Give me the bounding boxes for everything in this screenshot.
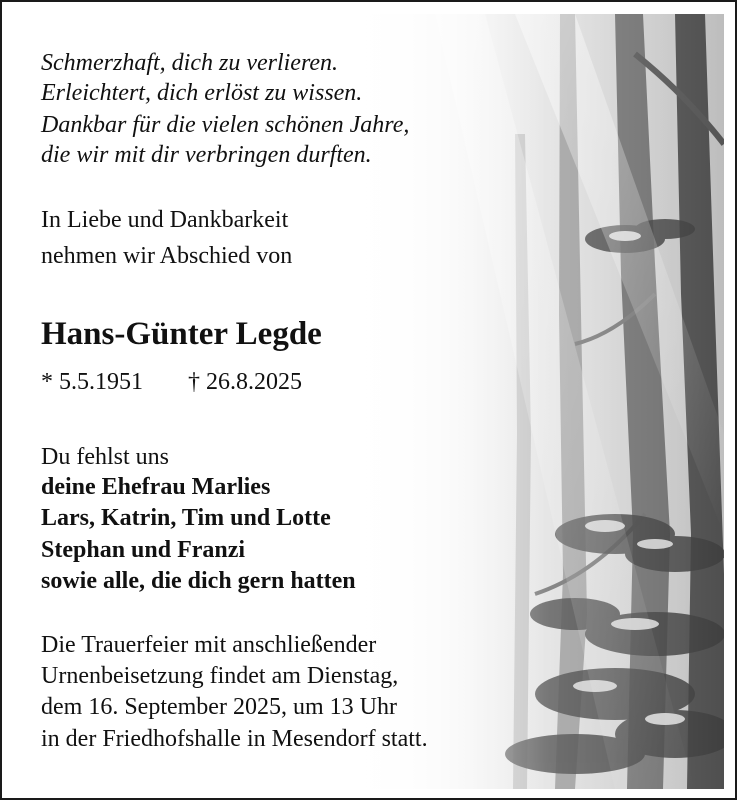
mourners-lead: Du fehlst uns [41,444,169,470]
obituary-content [15,14,724,789]
intro-line-1: In Liebe und Dankbarkeit [41,207,289,233]
ceremony-line-3: dem 16. September 2025, um 13 Uhr [41,694,397,720]
ceremony-line-4: in der Friedhofshalle in Mesendorf statt. [41,726,428,752]
poem-line-3: Dankbar für die vielen schönen Jahre, [41,112,410,138]
ceremony-line-1: Die Trauerfeier mit anschließender [41,632,377,658]
death-date: † 26.8.2025 [188,369,302,395]
birth-date: * 5.5.1951 [41,369,143,395]
deceased-name: Hans-Günter Legde [41,316,322,352]
mourner-line-1: deine Ehefrau Marlies [41,474,271,500]
poem-line-1: Schmerzhaft, dich zu verlieren. [41,50,339,76]
poem-line-4: die wir mit dir verbringen durften. [41,142,372,168]
intro-line-2: nehmen wir Abschied von [41,243,293,269]
mourner-line-4: sowie alle, die dich gern hatten [41,568,356,594]
mourner-line-3: Stephan und Franzi [41,537,246,563]
ceremony-line-2: Urnenbeisetzung findet am Dienstag, [41,663,399,689]
mourner-line-2: Lars, Katrin, Tim und Lotte [41,505,331,531]
poem-line-2: Erleichtert, dich erlöst zu wissen. [41,80,363,106]
